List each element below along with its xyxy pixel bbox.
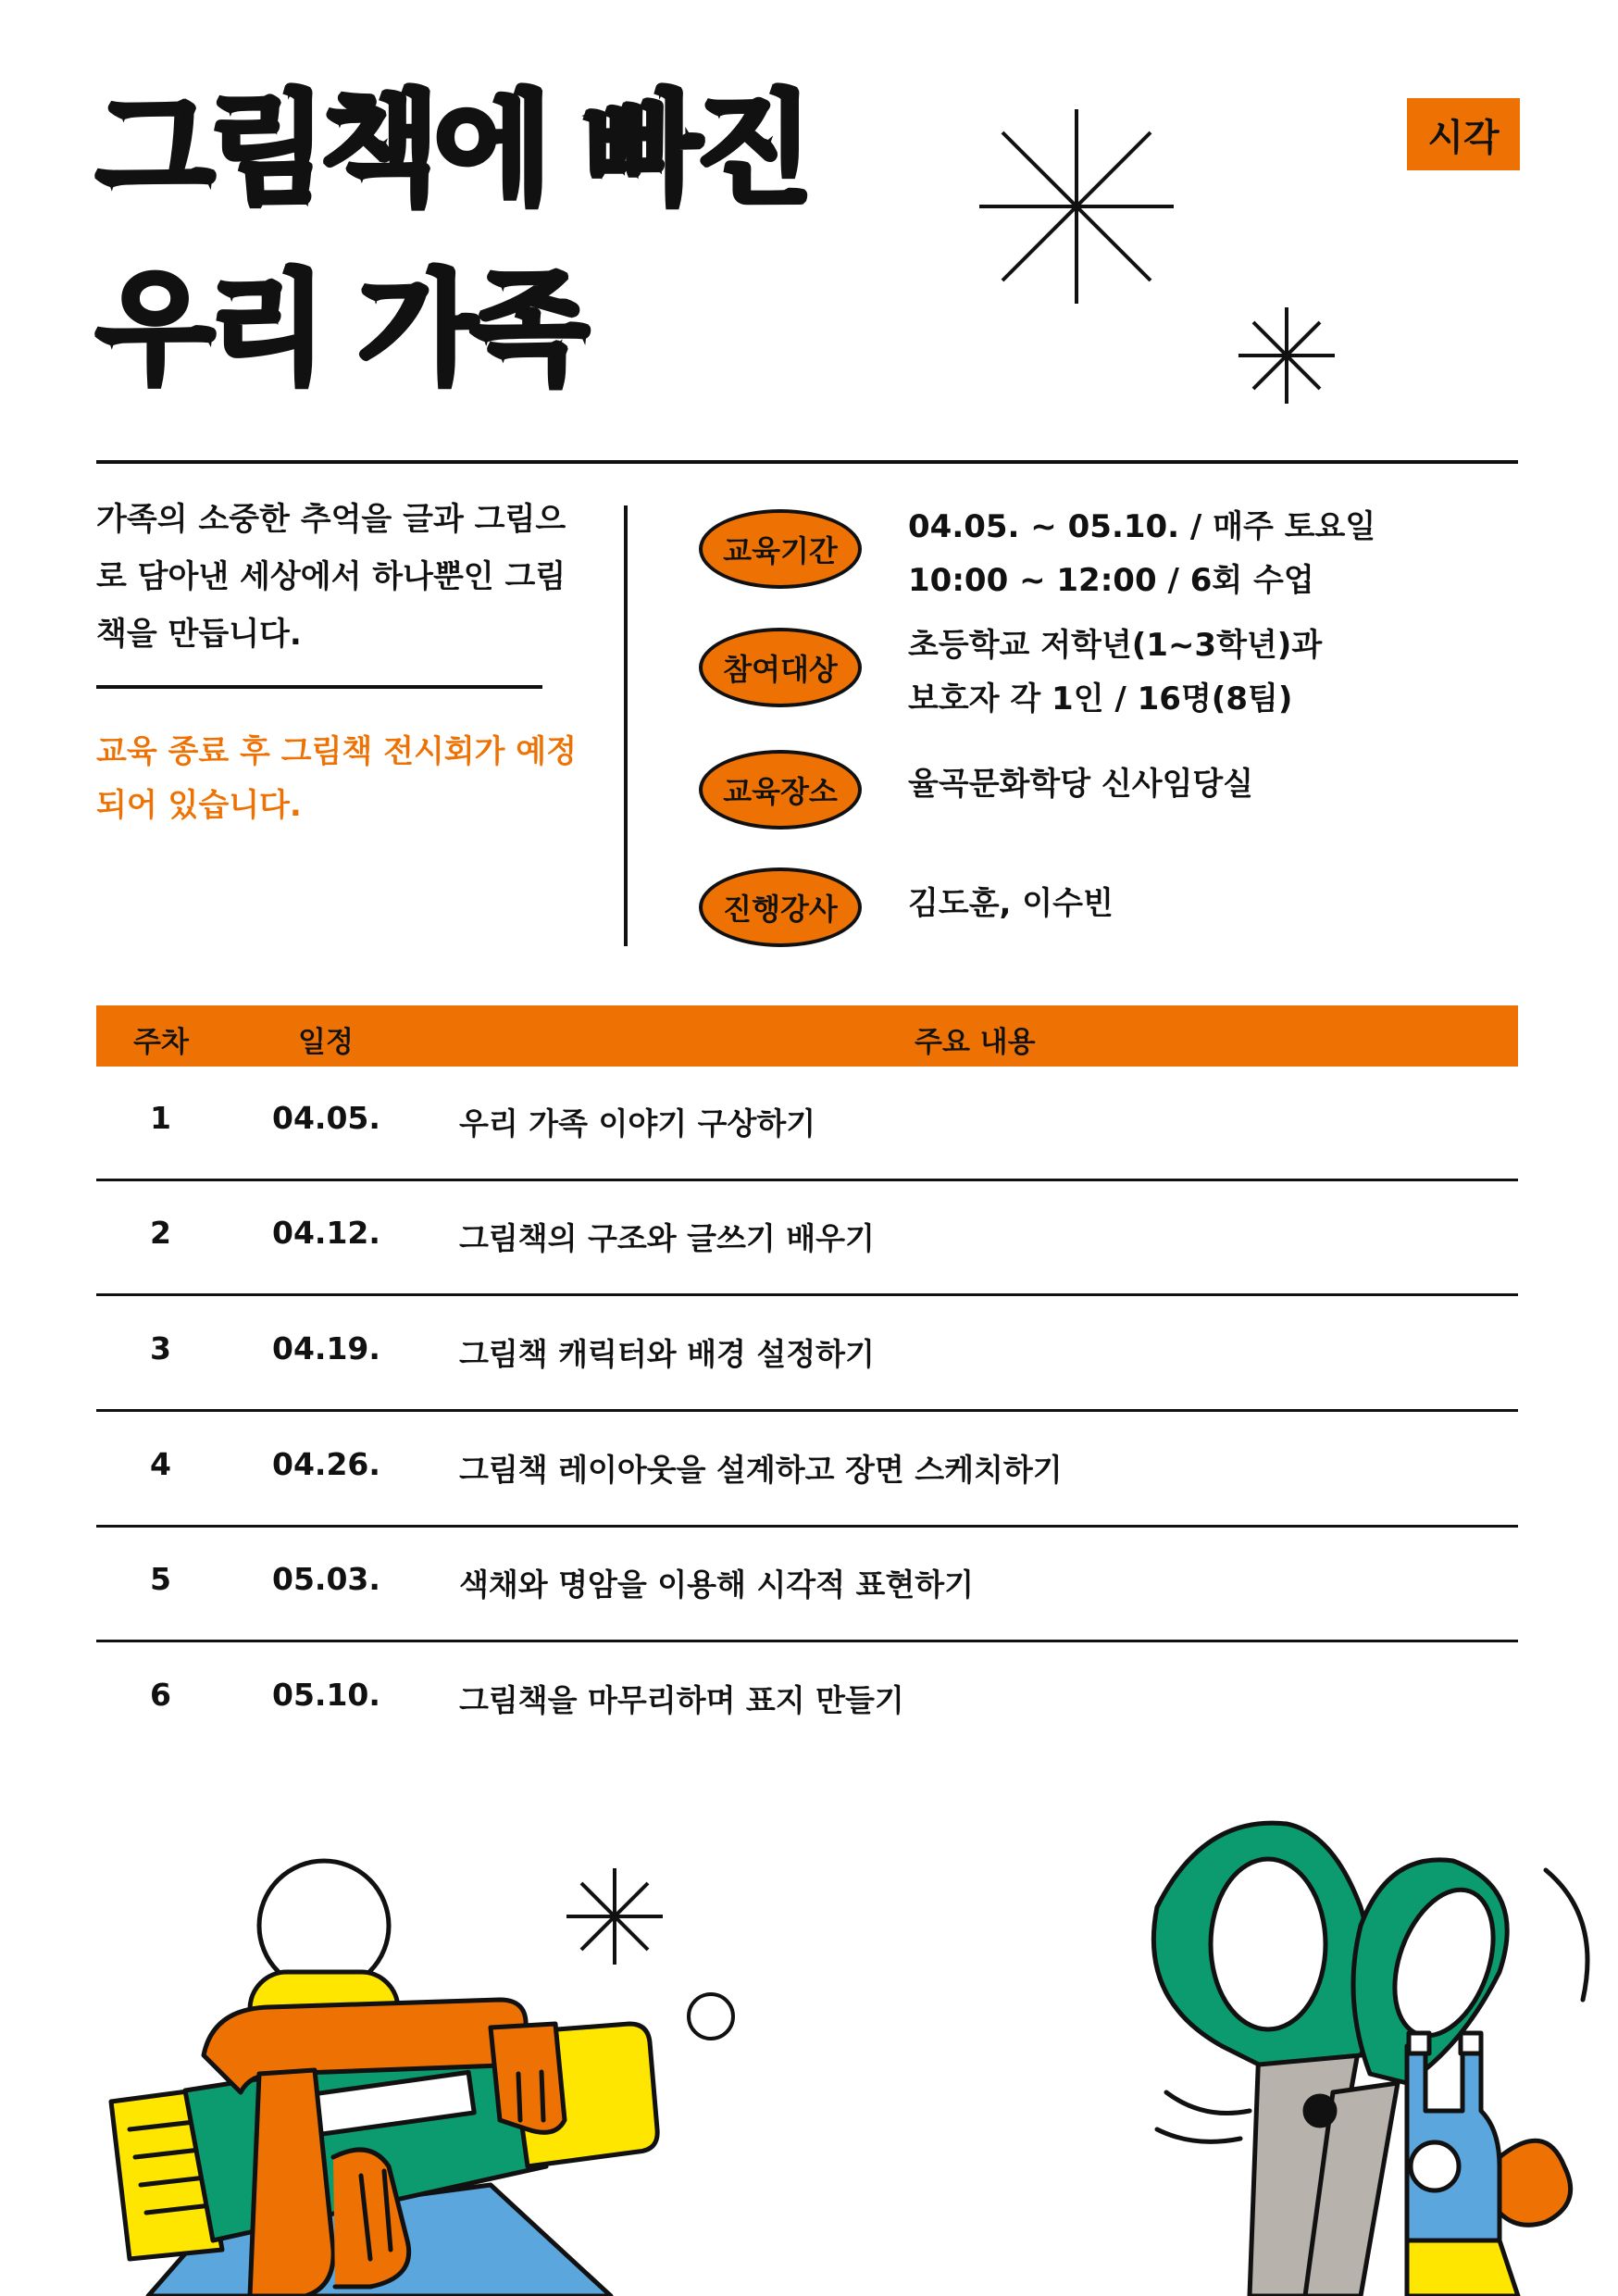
cell-content: 색채와 명암을 이용해 시각적 표현하기: [459, 1566, 975, 1603]
info-line: 율곡문화학당 신사임당실: [908, 766, 1254, 803]
cell-date: 04.26.: [272, 1446, 380, 1482]
cell-week: 2: [150, 1215, 171, 1251]
cell-week: 4: [150, 1446, 171, 1482]
header-week: 주차: [133, 1026, 189, 1059]
cell-date: 05.03.: [272, 1561, 380, 1597]
cell-date: 04.19.: [272, 1330, 380, 1366]
row-divider: [96, 1409, 1518, 1412]
table-row: [96, 1297, 1518, 1412]
row-divider: [96, 1640, 1518, 1642]
sparkle-icon: [1238, 307, 1335, 404]
cell-content: 그림책의 구조와 글쓰기 배우기: [459, 1220, 875, 1256]
sparkle-icon: [979, 109, 1174, 304]
info-label-pill: 참여대상: [699, 628, 862, 707]
info-period: [699, 500, 1532, 599]
intro-description: 가족의 소중한 추억을 글과 그림으로 담아낸 세상에서 하나뿐인 그림책을 만듭니다.: [96, 501, 566, 653]
info-line: 10:00 ~ 12:00 / 6회 수업: [908, 562, 1314, 599]
column-divider: [624, 505, 628, 946]
table-row: [96, 1413, 1518, 1528]
info-value: [908, 877, 1114, 930]
info-value: [908, 618, 1322, 726]
book-illustration: [93, 1852, 685, 2296]
intro-divider: [96, 685, 542, 689]
table-row: [96, 1528, 1518, 1642]
cell-week: 6: [150, 1677, 171, 1713]
cell-content: 그림책을 마무리하며 표지 만들기: [459, 1682, 904, 1718]
cell-date: 05.10.: [272, 1677, 380, 1713]
cell-week: 3: [150, 1330, 171, 1366]
info-label-pill: 교육기간: [699, 509, 862, 589]
title-line-1: 그림책에 빠진: [96, 79, 809, 221]
cell-content: 그림책 레이아웃을 설계하고 장면 스케치하기: [459, 1452, 1063, 1488]
header-date: 일정: [298, 1026, 354, 1059]
table-row: [96, 1643, 1518, 1758]
info-location: [699, 741, 1532, 833]
info-target: [699, 618, 1532, 718]
cell-week: 1: [150, 1100, 171, 1136]
info-label-pill: 진행강사: [699, 867, 862, 947]
info-line: 보호자 각 1인 / 16명(8팀): [908, 680, 1293, 718]
cell-date: 04.05.: [272, 1100, 380, 1136]
info-value: [908, 757, 1253, 811]
info-value: [908, 500, 1375, 607]
section-divider: [96, 460, 1518, 464]
schedule-table-header: [96, 1005, 1518, 1067]
table-row: [96, 1181, 1518, 1296]
info-line: 초등학교 저학년(1~3학년)과: [908, 627, 1323, 664]
scissors-illustration: [1148, 1815, 1618, 2296]
row-divider: [96, 1293, 1518, 1296]
info-line: 김도훈, 이수빈: [908, 885, 1114, 922]
info-instructor: [699, 858, 1532, 951]
cell-date: 04.12.: [272, 1215, 380, 1251]
header-content: 주요 내용: [915, 1026, 1036, 1059]
cell-content: 우리 가족 이야기 구상하기: [459, 1105, 816, 1142]
cell-content: 그림책 캐릭터와 배경 설정하기: [459, 1336, 875, 1372]
info-line: 04.05. ~ 05.10. / 매주 토요일: [908, 508, 1376, 545]
category-badge: 시각: [1407, 98, 1520, 170]
circle-icon: [685, 1990, 737, 2042]
exhibition-notice: 교육 종료 후 그림책 전시회가 예정되어 있습니다.: [96, 733, 577, 824]
table-row: [96, 1067, 1518, 1181]
cell-week: 5: [150, 1561, 171, 1597]
title-line-2: 우리 가족: [96, 258, 584, 401]
info-label-pill: 교육장소: [699, 750, 862, 830]
